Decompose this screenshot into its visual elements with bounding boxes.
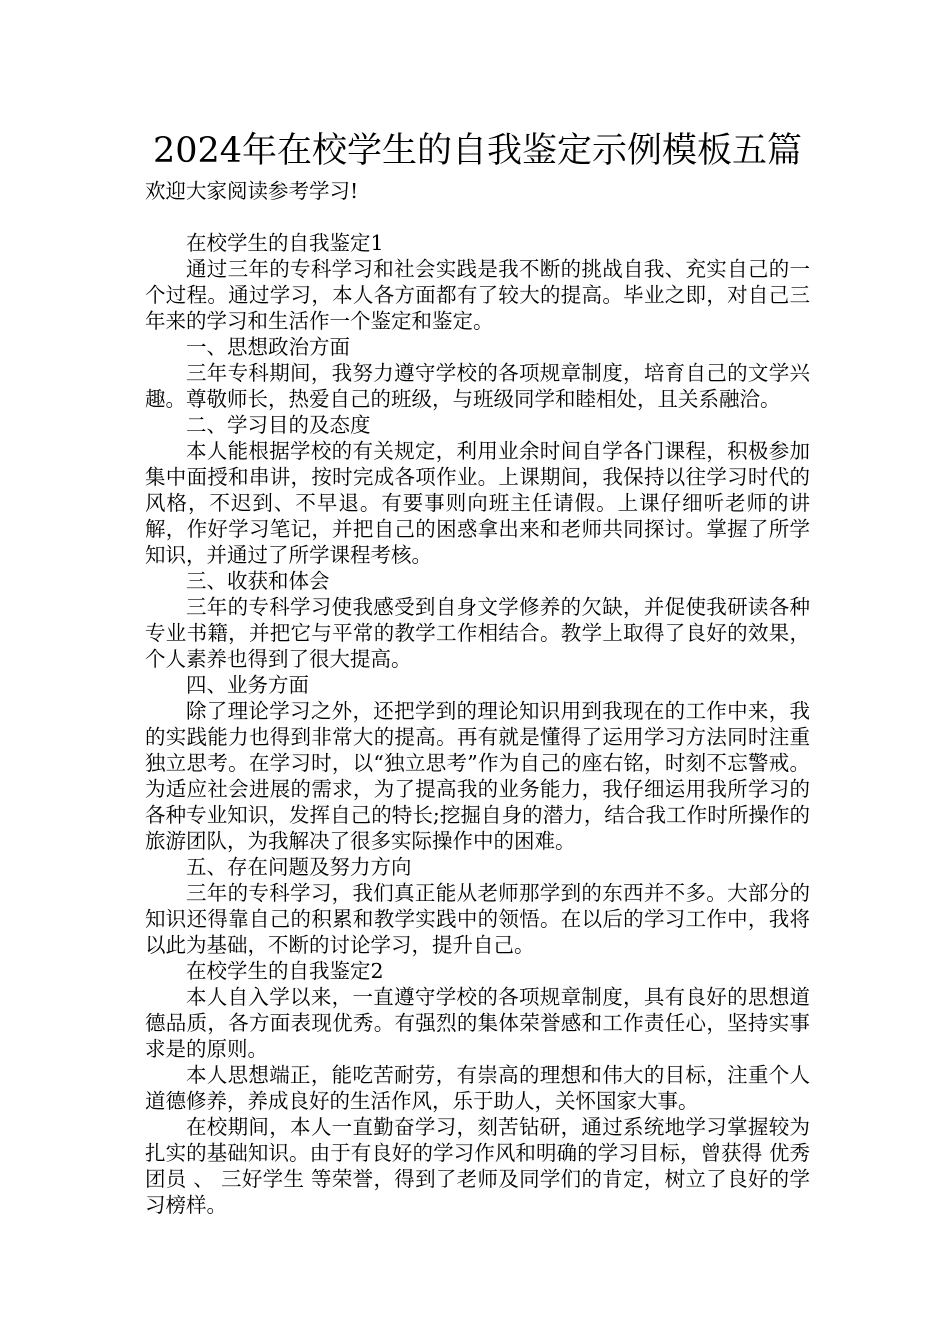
paragraph: 本人思想端正，能吃苦耐劳，有崇高的理想和伟大的目标，注重个人道德修养，养成良好的生活作风，乐于助人，关怀国家大事。 bbox=[145, 1063, 810, 1113]
subheading: 一、思想政治方面 bbox=[186, 335, 350, 359]
paragraph: 本人能根据学校的有关规定，利用业余时间自学各门课程，积极参加集中面授和串讲，按时完成各项作业。上课期间，我保持以往学习时代的风格，不迟到、不早退。有要事则向班主任请假。上课仔细听老师的讲解，作好学习笔记，并把自己的困惑拿出来和老师共同探讨。掌握了所学知识，并通过了所学课程考核。 bbox=[145, 439, 810, 567]
document-title: 2024年在校学生的自我鉴定示例模板五篇 bbox=[152, 131, 803, 171]
subheading: 五、存在问题及努力方向 bbox=[186, 855, 412, 879]
paragraph: 本人自入学以来，一直遵守学校的各项规章制度，具有良好的思想道德品质，各方面表现优秀。有强烈的集体荣誉感和工作责任心，坚持实事求是的原则。 bbox=[145, 985, 810, 1061]
paragraph: 三年的专科学习使我感受到自身文学修养的欠缺，并促使我研读各种专业书籍，并把它与平常的教学工作相结合。教学上取得了良好的效果，个人素养也得到了很大提高。 bbox=[145, 595, 810, 671]
section-heading-1: 在校学生的自我鉴定1 bbox=[186, 231, 384, 255]
paragraph: 通过三年的专科学习和社会实践是我不断的挑战自我、充实自己的一个过程。通过学习，本人各方面都有了较大的提高。毕业之即，对自己三年来的学习和生活作一个鉴定和鉴定。 bbox=[145, 257, 810, 333]
subheading: 四、业务方面 bbox=[186, 673, 309, 697]
subheading: 三、收获和体会 bbox=[186, 569, 330, 593]
intro-line: 欢迎大家阅读参考学习! bbox=[145, 179, 359, 203]
document-page bbox=[145, 128, 810, 1218]
paragraph: 三年的专科学习，我们真正能从老师那学到的东西并不多。大部分的知识还得靠自己的积累和教学实践中的领悟。在以后的学习工作中，我将以此为基础，不断的讨论学习，提升自己。 bbox=[145, 881, 810, 957]
blank-line bbox=[145, 204, 810, 230]
section-heading-2: 在校学生的自我鉴定2 bbox=[186, 959, 384, 983]
subheading: 二、学习目的及态度 bbox=[186, 413, 371, 437]
paragraph: 除了理论学习之外，还把学到的理论知识用到我现在的工作中来，我的实践能力也得到非常大的提高。再有就是懂得了运用学习方法同时注重独立思考。在学习时，以“独立思考”作为自己的座右铭，时刻不忘警戒。为适应社会进展的需求，为了提高我的业务能力，我仔细运用我所学习的各种专业知识，发挥自己的特长;挖掘自身的潜力，结合我工作时所操作的旅游团队，为我解决了很多实际操作中的困难。 bbox=[145, 699, 810, 853]
paragraph: 在校期间，本人一直勤奋学习，刻苦钻研，通过系统地学习掌握较为扎实的基础知识。由于有良好的学习作风和明确的学习目标，曾获得 优秀团员 、 三好学生 等荣誉，得到了老师及同学们的肯定，树立了良好的学习榜样。 bbox=[145, 1115, 810, 1217]
paragraph: 三年专科期间，我努力遵守学校的各项规章制度，培育自己的文学兴趣。尊敬师长，热爱自己的班级，与班级同学和睦相处，且关系融洽。 bbox=[145, 361, 810, 411]
document-body bbox=[145, 178, 810, 1218]
